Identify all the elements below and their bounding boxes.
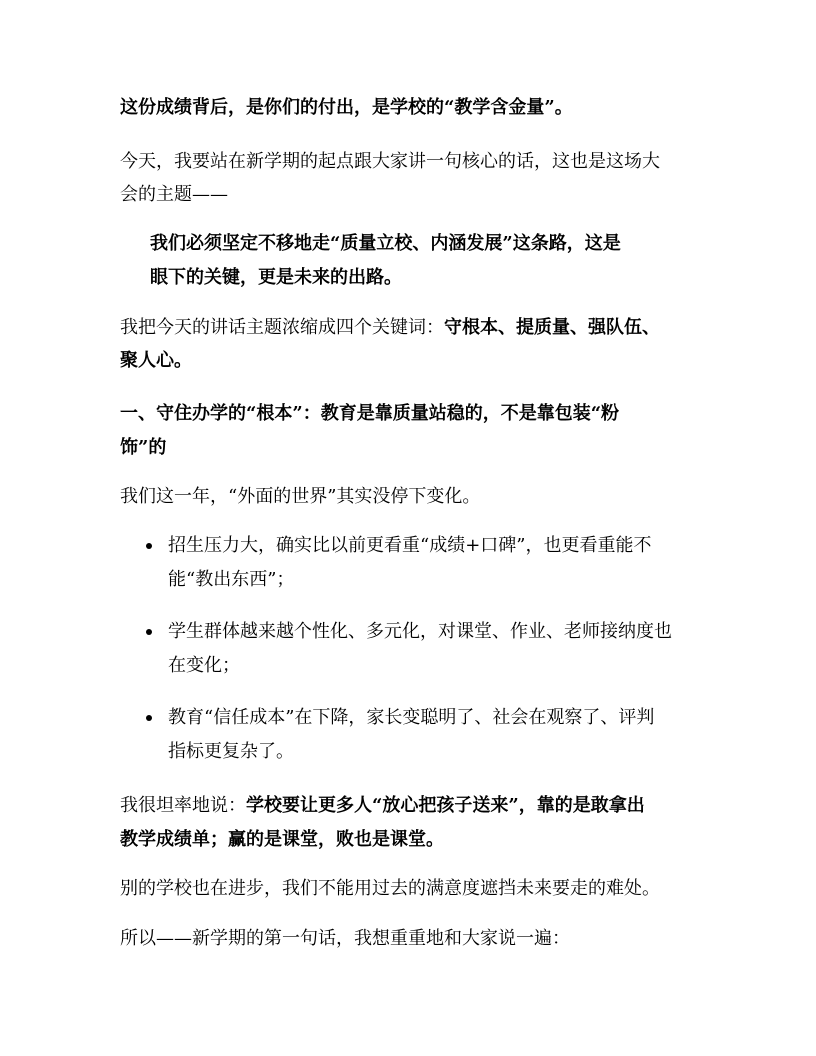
bullet-item-3-line-1: 教育“信任成本”在下降，家长变聪明了、社会在观察了、评判 — [168, 707, 655, 728]
candid-paragraph-line-1 — [120, 794, 645, 818]
closing-paragraph: 所以——新学期的第一句话，我想重重地和大家说一遍： — [120, 928, 570, 949]
intro-paragraph-line-2: 会的主题—— — [120, 184, 228, 205]
bullet-dot — [146, 543, 152, 549]
candid-bold-text: 学校要让更多人“放心把孩子送来”，靠的是敢拿出 — [246, 795, 645, 816]
key-quote-line-2: 眼下的关键，更是未来的出路。 — [150, 267, 402, 288]
keywords-paragraph-line-1 — [120, 316, 660, 340]
world-change-paragraph: 我们这一年，“外面的世界”其实没停下变化。 — [120, 486, 481, 507]
progress-paragraph: 别的学校也在进步，我们不能用过去的满意度遮挡未来要走的难处。 — [120, 878, 660, 899]
candid-paragraph-line-2: 教学成绩单；赢的是课堂，败也是课堂。 — [120, 829, 444, 850]
summary-line: 这份成绩背后，是你们的付出，是学校的“教学含金量”。 — [120, 97, 573, 118]
bullet-item-3-line-2: 指标更复杂了。 — [168, 741, 294, 762]
key-quote-line-1: 我们必须坚定不移地走“质量立校、内涵发展”这条路，这是 — [150, 233, 621, 254]
keywords-lead-text: 我把今天的讲话主题浓缩成四个关键词： — [120, 317, 444, 338]
bullet-dot — [146, 629, 152, 635]
bullet-item-2-line-2: 在变化； — [168, 655, 240, 676]
bullet-item-1-line-2: 能“教出东西”； — [168, 569, 295, 590]
bullet-item-2-line-1: 学生群体越来越个性化、多元化，对课堂、作业、老师接纳度也 — [168, 621, 672, 642]
candid-lead-text: 我很坦率地说： — [120, 795, 246, 816]
section-heading-line-1: 一、守住办学的“根本”：教育是靠质量站稳的，不是靠包装“粉 — [120, 403, 620, 424]
section-heading-line-2: 饰”的 — [120, 437, 167, 458]
bullet-dot — [146, 715, 152, 721]
bullet-item-1-line-1: 招生压力大，确实比以前更看重“成绩+口碑”，也更看重能不 — [168, 535, 652, 556]
keywords-paragraph-line-2: 聚人心。 — [120, 350, 192, 371]
keywords-bold-text: 守根本、提质量、强队伍、 — [444, 317, 660, 338]
intro-paragraph-line-1: 今天，我要站在新学期的起点跟大家讲一句核心的话，这也是这场大 — [120, 151, 660, 172]
